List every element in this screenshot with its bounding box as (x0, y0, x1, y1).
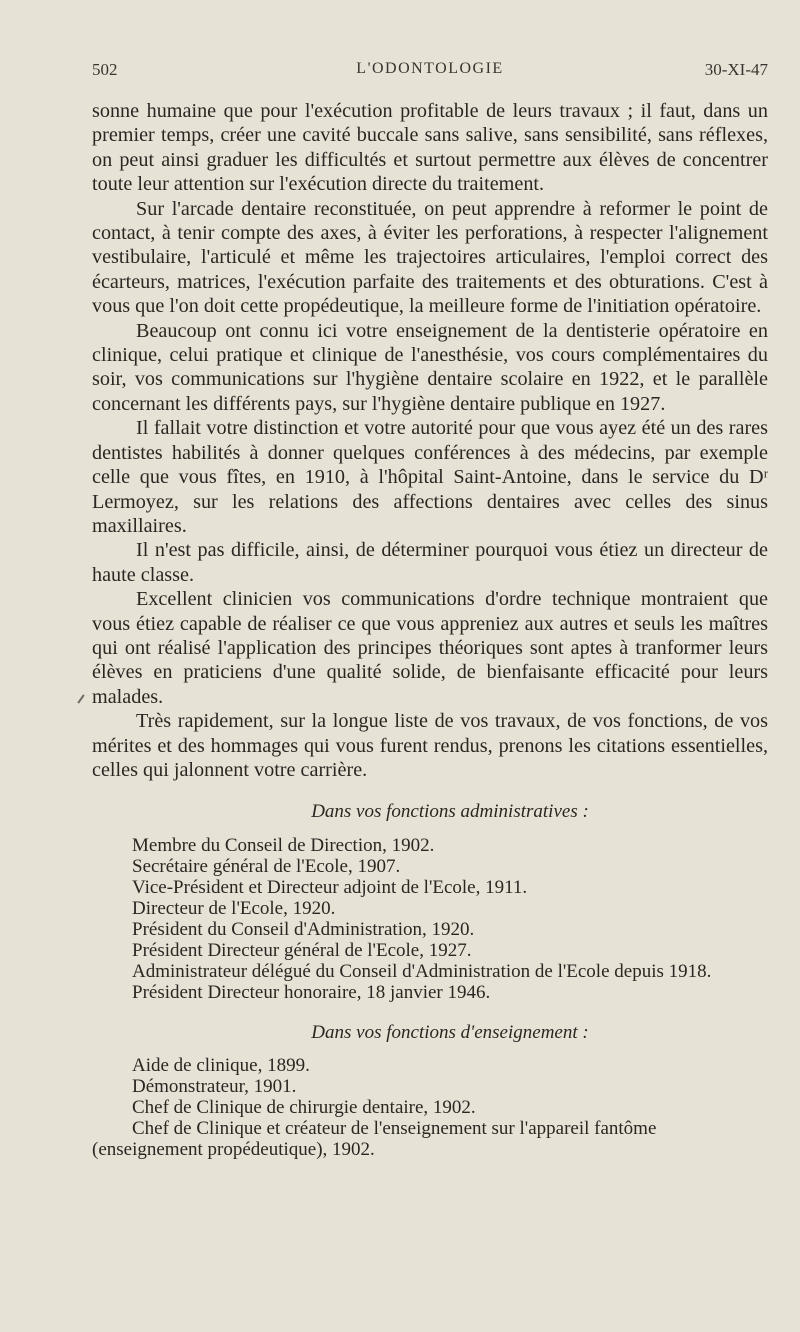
teaching-functions-list (92, 1055, 768, 1160)
admin-section-heading: Dans vos fonctions administratives : (311, 801, 589, 823)
paragraph: Très rapidement, sur la longue liste de vos travaux, de vos fonctions, de vos mérites et des hommages qui vous furent rendus, prenons les citations essentielles, celles qui jalonnent votre carrière. (92, 710, 768, 781)
list-item: Président Directeur général de l'Ecole, 1927. (132, 939, 472, 961)
journal-title: L'ODONTOLOGIE (356, 60, 504, 77)
page-number: 502 (92, 60, 118, 79)
list-item: Directeur de l'Ecole, 1920. (132, 897, 336, 919)
teaching-section-heading: Dans vos fonctions d'enseignement : (311, 1021, 589, 1043)
running-header (92, 60, 768, 82)
list-item: Vice-Président et Directeur adjoint de l'Ecole, 1911. (132, 876, 528, 898)
list-item: Administrateur délégué du Conseil d'Administration de l'Ecole depuis 1918. (132, 960, 712, 982)
list-item: Démonstrateur, 1901. (132, 1076, 297, 1098)
list-item: Président Directeur honoraire, 18 janvier 1946. (132, 981, 491, 1003)
admin-functions-list (92, 835, 768, 1003)
paragraph: Il n'est pas difficile, ainsi, de déterminer pourquoi vous étiez un directeur de haute classe. (92, 539, 768, 586)
list-item: Président du Conseil d'Administration, 1920. (132, 918, 475, 940)
list-item: Membre du Conseil de Direction, 1902. (132, 834, 435, 856)
paragraph: sonne humaine que pour l'exécution profitable de leurs travaux ; il faut, dans un premier temps, créer une cavité buccale sans salive, sans sensibilité, sans réflexes, on peut ainsi graduer les difficultés et surtout permettre aux élèves de concentrer toute leur attention sur l'exécution directe du traitement. (92, 100, 768, 196)
list-item: Chef de Clinique de chirurgie dentaire, 1902. (132, 1097, 476, 1119)
list-item: Aide de clinique, 1899. (132, 1055, 310, 1077)
paragraph: Excellent clinicien vos communications d'ordre technique montraient que vous étiez capable de réaliser ce que vous appreniez aux autres et seuls les maîtres qui ont réalisé l'application des principes théoriques sont aptes à tranformer leurs élèves en praticiens d'une qualité solide, de bienfaisante efficacité pour leurs malades. (92, 588, 768, 708)
margin-mark (77, 694, 84, 703)
issue-date: 30-XI-47 (704, 60, 768, 79)
paragraph: Sur l'arcade dentaire reconstituée, on peut apprendre à reformer le point de contact, à tenir compte des axes, à éviter les perforations, à respecter l'alignement vestibulaire, l'articulé et même les trajectoires articulaires, l'emploi correct des écarteurs, matrices, l'exécution parfaite des traitements et des obturations. C'est à vous que l'on doit cette propédeutique, la meilleure forme de l'initiation opératoire. (92, 197, 768, 318)
list-item: Chef de Clinique et créateur de l'enseignement sur l'appareil fantôme (enseignement propédeutique), 1902. (92, 1118, 657, 1161)
list-item: Secrétaire général de l'Ecole, 1907. (132, 855, 401, 877)
article-body (92, 99, 768, 1160)
paragraph: Il fallait votre distinction et votre autorité pour que vous ayez été un des rares dentistes habilités à donner quelques conférences à des médecins, par exemple celle que vous fîtes, en 1910, à l'hôpital Saint-Antoine, dans le service du Dʳ Lermoyez, sur les relations des affections dentaires avec celles des sinus maxillaires. (92, 417, 768, 537)
paragraph: Beaucoup ont connu ici votre enseignement de la dentisterie opératoire en clinique, celui pratique et clinique de l'anesthésie, vos cours complémentaires du soir, vos communications sur l'hygiène dentaire scolaire en 1922, et le parallèle concernant les différents pays, sur l'hygiène dentaire publique en 1927. (92, 319, 768, 415)
